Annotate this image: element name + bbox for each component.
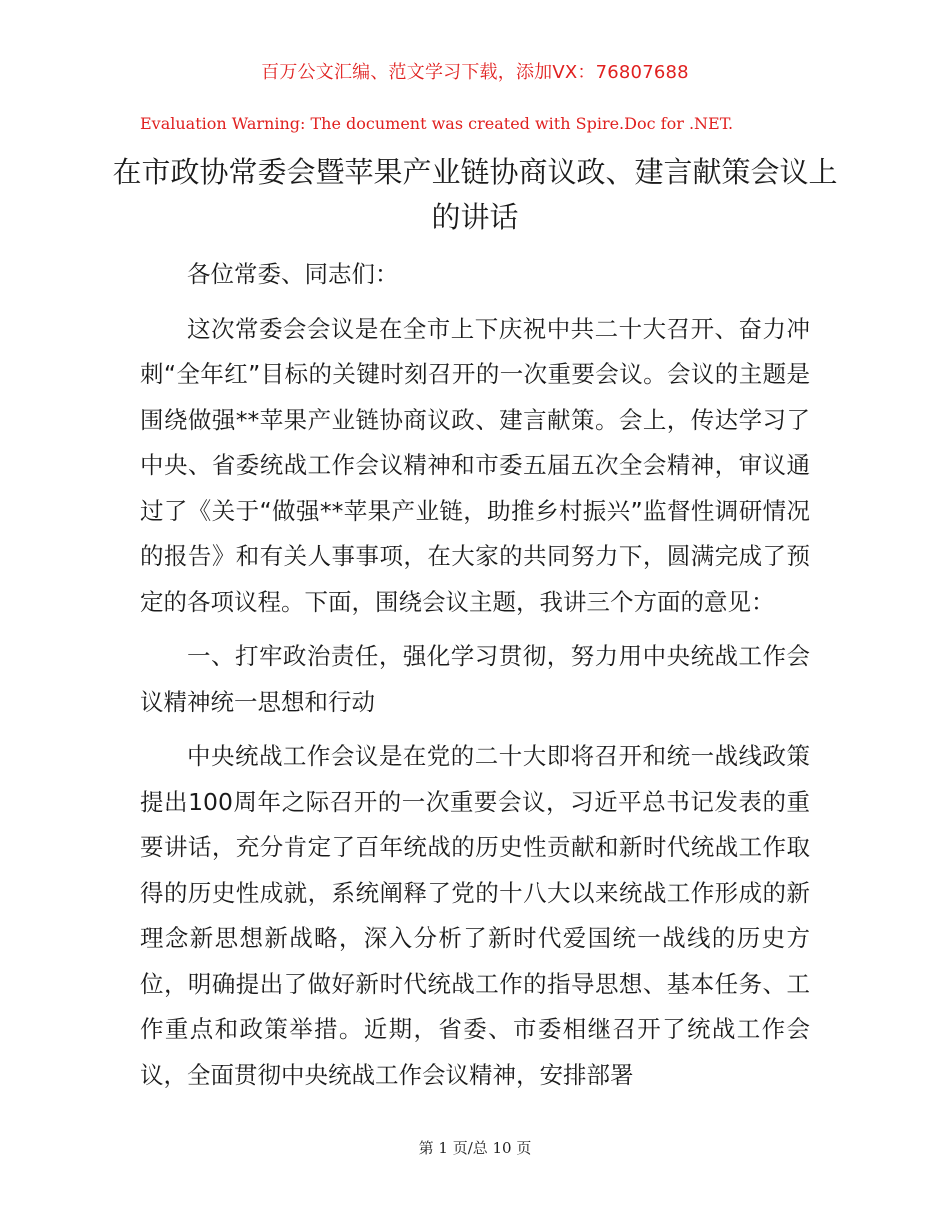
body-paragraph: 这次常委会会议是在全市上下庆祝中共二十大召开、奋力冲刺“全年红”目标的关键时刻召开的一次重要会议。会议的主题是围绕做强**苹果产业链协商议政、建言献策。会上，传达学习了中央、省委统战工作会议精神和市委五届五次全会精神，审议通过了《关于“做强**苹果产业链，助推乡村振兴”监督性调研情况的报告》和有关人事事项，在大家的共同努力下，圆满完成了预定的各项议程。下面，围绕会议主题，我讲三个方面的意见：	[140, 314, 810, 616]
body-paragraph: 中央统战工作会议是在党的二十大即将召开和统一战线政策提出100周年之际召开的一次重要会议，习近平总书记发表的重要讲话，充分肯定了百年统战的历史性贡献和新时代统战工作取得的历史性成就，系统阐释了党的十八大以来统战工作形成的新理念新思想新战略，深入分析了新时代爱国统一战线的历史方位，明确提出了做好新时代统战工作的指导思想、基本任务、工作重点和政策举措。近期，省委、市委相继召开了统战工作会议，全面贯彻中央统战工作会议精神，安排部署	[140, 742, 810, 1089]
document-body	[140, 252, 810, 1107]
section-heading: 一、打牢政治责任，强化学习贯彻，努力用中央统战工作会议精神统一思想和行动	[140, 642, 810, 716]
page-footer: 第 1 页/总 10 页	[418, 1139, 532, 1157]
header-ad-text: 百万公文汇编、范文学习下载，添加VX：76807688	[261, 62, 689, 83]
salutation: 各位常委、同志们：	[187, 260, 399, 288]
evaluation-warning: Evaluation Warning: The document was created with Spire.Doc for .NET.	[140, 114, 734, 133]
document-title: 在市政协常委会暨苹果产业链协商议政、建言献策会议上的讲话	[112, 155, 838, 234]
